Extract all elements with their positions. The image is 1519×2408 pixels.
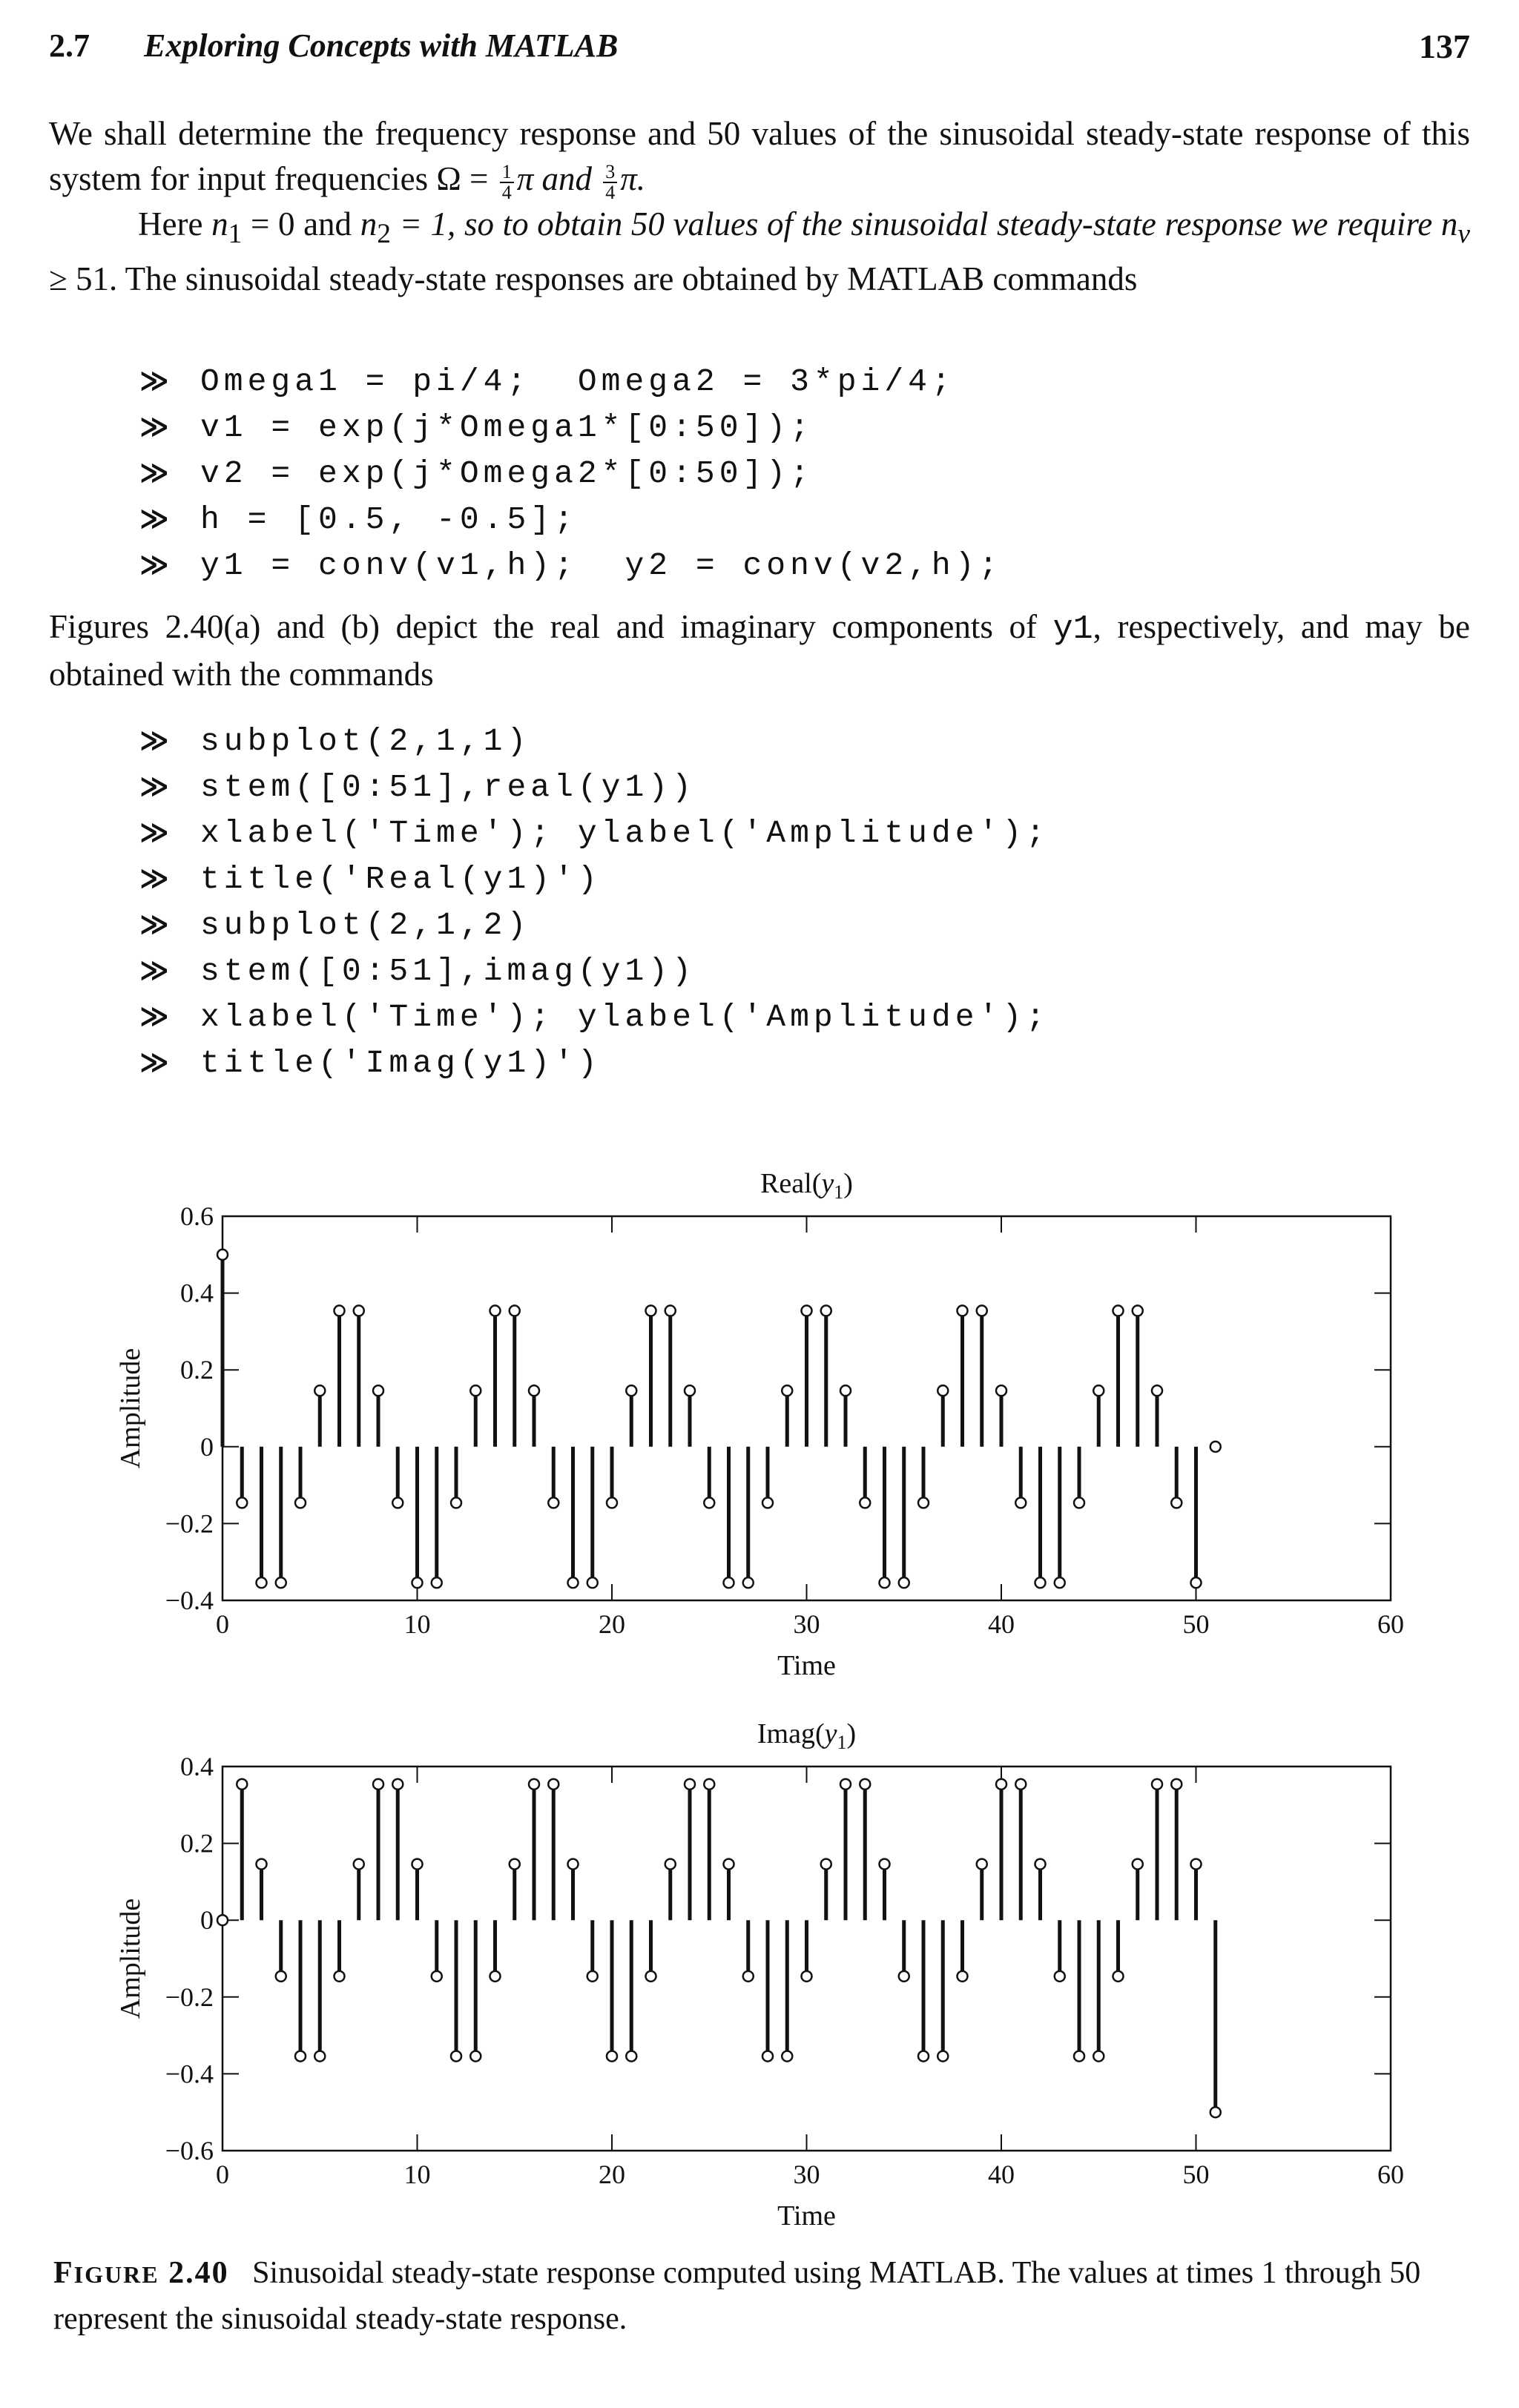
stem-marker bbox=[217, 1915, 228, 1925]
x-tick-label: 40 bbox=[988, 2160, 1015, 2189]
stem-marker bbox=[392, 1497, 403, 1508]
stem-marker bbox=[295, 1497, 306, 1508]
stem-marker bbox=[1113, 1305, 1124, 1316]
stem-marker bbox=[451, 1497, 461, 1508]
stem-marker bbox=[840, 1385, 851, 1396]
y-tick-label: −0.6 bbox=[165, 2136, 214, 2165]
prompt-symbol: ≫ bbox=[139, 364, 169, 397]
stem-marker bbox=[470, 2051, 481, 2062]
stem-marker bbox=[217, 1250, 228, 1260]
code-text: stem([0:51],imag(y1)) bbox=[200, 953, 696, 989]
pi-symbol: π and bbox=[516, 160, 601, 197]
x-tick-label: 30 bbox=[793, 1609, 820, 1639]
stem-marker bbox=[762, 1497, 773, 1508]
x-tick-label: 0 bbox=[216, 2160, 229, 2189]
x-tick-label: 50 bbox=[1182, 1609, 1210, 1639]
x-tick-label: 60 bbox=[1377, 1609, 1404, 1639]
stem-marker bbox=[451, 2051, 461, 2062]
stem-marker bbox=[314, 1385, 325, 1396]
code-text: stem([0:51],real(y1)) bbox=[200, 769, 696, 805]
stem-marker bbox=[373, 1385, 383, 1396]
math-var: n bbox=[1440, 205, 1458, 243]
stem-marker bbox=[704, 1497, 714, 1508]
stem-marker bbox=[1035, 1577, 1046, 1588]
stem-marker bbox=[1171, 1779, 1182, 1789]
figure-caption bbox=[53, 2251, 1463, 2341]
x-tick-label: 0 bbox=[216, 1609, 229, 1639]
x-axis-label: Time bbox=[777, 2200, 836, 2231]
stem-marker bbox=[665, 1859, 676, 1870]
stem-marker bbox=[1074, 1497, 1084, 1508]
stem-marker bbox=[1093, 1385, 1104, 1396]
y-tick-label: −0.2 bbox=[165, 1982, 214, 2012]
stem-marker bbox=[587, 1971, 598, 1982]
caption-label-number: 2.40 bbox=[159, 2256, 229, 2290]
y-tick-label: 0.4 bbox=[180, 1752, 214, 1781]
stem-marker bbox=[1113, 1971, 1124, 1982]
code-text: y1 = conv(v1,h); y2 = conv(v2,h); bbox=[200, 547, 1003, 584]
stem-marker bbox=[548, 1779, 558, 1789]
stem-marker bbox=[1210, 2107, 1221, 2117]
stem-marker bbox=[392, 1779, 403, 1789]
stem-marker bbox=[607, 2051, 617, 2062]
stem-marker bbox=[548, 1497, 558, 1508]
stem-marker bbox=[432, 1971, 442, 1982]
text-run: , respectively, and may be obtained with the commands bbox=[49, 608, 1470, 693]
stem-marker bbox=[1152, 1779, 1162, 1789]
code-text: h = [0.5, -0.5]; bbox=[200, 501, 578, 538]
code-text: title('Real(y1)') bbox=[200, 861, 602, 897]
stem-marker bbox=[802, 1305, 812, 1316]
stem-marker bbox=[1133, 1859, 1143, 1870]
stem-marker bbox=[1191, 1859, 1202, 1870]
text-run: = 1, so to obtain 50 values of the sinusoidal steady-state response we require bbox=[390, 205, 1441, 243]
stem-marker bbox=[276, 1971, 286, 1982]
stem-marker bbox=[510, 1305, 520, 1316]
stem-marker bbox=[587, 1577, 598, 1588]
subscript: 2 bbox=[377, 219, 391, 249]
stem-marker bbox=[958, 1971, 968, 1982]
x-tick-label: 30 bbox=[793, 2160, 820, 2189]
stem-marker bbox=[880, 1859, 890, 1870]
stem-marker bbox=[432, 1577, 442, 1588]
stem-marker bbox=[977, 1305, 987, 1316]
stem-marker bbox=[237, 1497, 247, 1508]
code-text: xlabel('Time'); ylabel('Amplitude'); bbox=[200, 999, 1050, 1035]
fraction-numerator: 3 bbox=[603, 162, 617, 183]
stem-marker bbox=[335, 1971, 345, 1982]
stem-marker bbox=[646, 1305, 656, 1316]
stem-marker bbox=[373, 1779, 383, 1789]
y-tick-label: 0.2 bbox=[180, 1828, 214, 1858]
stem-marker bbox=[1191, 1577, 1202, 1588]
x-tick-label: 20 bbox=[599, 1609, 625, 1639]
inline-code: y1 bbox=[1052, 610, 1093, 648]
chart-title: $Real(y_1)$ bbox=[760, 1168, 853, 1203]
stem-marker bbox=[860, 1779, 870, 1789]
prompt-symbol: ≫ bbox=[139, 410, 169, 443]
stem-marker bbox=[1055, 1971, 1065, 1982]
fraction-numerator: 1 bbox=[500, 162, 514, 183]
stem-marker bbox=[490, 1971, 501, 1982]
prompt-symbol: ≫ bbox=[139, 770, 169, 802]
stem-marker bbox=[821, 1305, 831, 1316]
stem-marker bbox=[1210, 1442, 1221, 1452]
prompt-symbol: ≫ bbox=[139, 456, 169, 489]
prompt-symbol: ≫ bbox=[139, 724, 169, 756]
stem-marker bbox=[860, 1497, 870, 1508]
code-text: title('Imag(y1)') bbox=[200, 1045, 602, 1081]
pi-symbol: π. bbox=[620, 160, 646, 197]
x-tick-label: 60 bbox=[1377, 2160, 1404, 2189]
stem-marker bbox=[626, 2051, 636, 2062]
stem-marker bbox=[996, 1385, 1006, 1396]
y-tick-label: 0 bbox=[200, 1905, 214, 1936]
stem-marker bbox=[938, 1385, 948, 1396]
y-tick-label: −0.4 bbox=[165, 2059, 214, 2089]
stem-marker bbox=[295, 2051, 306, 2062]
stem-marker bbox=[607, 1497, 617, 1508]
stem-marker bbox=[724, 1577, 734, 1588]
prompt-symbol: ≫ bbox=[139, 954, 169, 986]
prompt-symbol: ≫ bbox=[139, 1000, 169, 1032]
stem-marker bbox=[704, 1779, 714, 1789]
stem-marker bbox=[412, 1859, 423, 1870]
stem-marker bbox=[354, 1859, 364, 1870]
code-text: subplot(2,1,1) bbox=[200, 723, 531, 759]
paragraph-1-text: We shall determine the frequency response and 50 values of the sinusoidal steady-state response of this system for input frequencies Ω = bbox=[49, 115, 1470, 197]
y-tick-label: 0.2 bbox=[180, 1355, 214, 1385]
stem-marker bbox=[782, 2051, 792, 2062]
stem-marker bbox=[880, 1577, 890, 1588]
stem-marker bbox=[354, 1305, 364, 1316]
stem-marker bbox=[1035, 1859, 1046, 1870]
stem-marker bbox=[899, 1577, 909, 1588]
stem-marker bbox=[1015, 1497, 1026, 1508]
stem-marker bbox=[821, 1859, 831, 1870]
prompt-symbol: ≫ bbox=[139, 816, 169, 848]
code-text: v1 = exp(j*Omega1*[0:50]); bbox=[200, 409, 814, 446]
stem-marker bbox=[743, 1971, 754, 1982]
code-text: subplot(2,1,2) bbox=[200, 907, 531, 943]
stem-marker bbox=[412, 1577, 423, 1588]
x-tick-label: 20 bbox=[599, 2160, 625, 2189]
stem-marker bbox=[665, 1305, 676, 1316]
stem-marker bbox=[782, 1385, 792, 1396]
stem-marker bbox=[899, 1971, 909, 1982]
page-number: 137 bbox=[1419, 27, 1470, 65]
stem-marker bbox=[510, 1859, 520, 1870]
stem-marker bbox=[237, 1779, 247, 1789]
stem-marker bbox=[470, 1385, 481, 1396]
y-tick-label: −0.4 bbox=[165, 1586, 214, 1615]
x-tick-label: 10 bbox=[403, 2160, 431, 2189]
y-tick-label: −0.2 bbox=[165, 1508, 214, 1539]
x-axis-label: Time bbox=[777, 1650, 836, 1681]
stem-marker bbox=[840, 1779, 851, 1789]
stem-marker bbox=[335, 1305, 345, 1316]
chart-title: $Imag(y_1)$ bbox=[757, 1718, 857, 1753]
y-axis-label: Amplitude bbox=[115, 1348, 146, 1469]
stem-marker bbox=[1074, 2051, 1084, 2062]
y-axis-label: Amplitude bbox=[115, 1898, 146, 2019]
prompt-symbol: ≫ bbox=[139, 908, 169, 940]
stem-marker bbox=[762, 2051, 773, 2062]
stem-marker bbox=[1015, 1779, 1026, 1789]
stem-marker bbox=[1055, 1577, 1065, 1588]
code-text: Omega1 = pi/4; Omega2 = 3*pi/4; bbox=[200, 363, 955, 400]
prompt-symbol: ≫ bbox=[139, 502, 169, 535]
stem-marker bbox=[646, 1971, 656, 1982]
stem-marker bbox=[314, 2051, 325, 2062]
stem-marker bbox=[529, 1779, 539, 1789]
stem-marker bbox=[685, 1385, 695, 1396]
stem-marker bbox=[1152, 1385, 1162, 1396]
stem-marker bbox=[958, 1305, 968, 1316]
x-tick-label: 10 bbox=[403, 1609, 431, 1639]
stem-marker bbox=[938, 2051, 948, 2062]
stem-marker bbox=[257, 1859, 267, 1870]
stem-marker bbox=[490, 1305, 501, 1316]
stem-marker bbox=[568, 1859, 579, 1870]
code-text: v2 = exp(j*Omega2*[0:50]); bbox=[200, 455, 814, 492]
math-var: n bbox=[211, 205, 228, 243]
code-text: xlabel('Time'); ylabel('Amplitude'); bbox=[200, 815, 1050, 851]
section-title: Exploring Concepts with MATLAB bbox=[144, 27, 619, 64]
text-run: = 0 and bbox=[242, 205, 360, 243]
prompt-symbol: ≫ bbox=[139, 1046, 169, 1078]
subscript: v bbox=[1457, 219, 1470, 249]
y-tick-label: 0 bbox=[200, 1431, 214, 1462]
fraction-denominator: 4 bbox=[501, 181, 512, 203]
prompt-symbol: ≫ bbox=[139, 862, 169, 894]
y-tick-label: 0.4 bbox=[180, 1278, 214, 1308]
stem-marker bbox=[802, 1971, 812, 1982]
caption-label-smallcaps: IGURE bbox=[73, 2261, 159, 2288]
stem-marker bbox=[918, 1497, 929, 1508]
x-tick-label: 40 bbox=[988, 1609, 1015, 1639]
stem-marker bbox=[626, 1385, 636, 1396]
caption-text: Sinusoidal steady-state response computed using MATLAB. The values at times 1 through 50 represent the sinusoidal steady-state response. bbox=[53, 2256, 1421, 2336]
x-tick-label: 50 bbox=[1182, 2160, 1210, 2189]
section-number: 2.7 bbox=[49, 27, 90, 64]
stem-marker bbox=[568, 1577, 579, 1588]
stem-marker bbox=[996, 1779, 1006, 1789]
stem-marker bbox=[1093, 2051, 1104, 2062]
text-run: Figures 2.40(a) and (b) depict the real and imaginary components of bbox=[49, 608, 1053, 645]
stem-marker bbox=[918, 2051, 929, 2062]
stem-marker bbox=[685, 1779, 695, 1789]
text-run: ≥ 51. The sinusoidal steady-state responses are obtained by MATLAB commands bbox=[49, 260, 1138, 297]
stem-marker bbox=[529, 1385, 539, 1396]
subscript: 1 bbox=[228, 219, 243, 249]
stem-marker bbox=[257, 1577, 267, 1588]
text-run: Here bbox=[138, 205, 212, 243]
stem-marker bbox=[977, 1859, 987, 1870]
math-var: n bbox=[360, 205, 378, 243]
stem-marker bbox=[1133, 1305, 1143, 1316]
fraction-denominator: 4 bbox=[605, 181, 616, 203]
caption-label-initial: F bbox=[53, 2256, 74, 2290]
stem-marker bbox=[743, 1577, 754, 1588]
caption-label bbox=[53, 2256, 229, 2290]
prompt-symbol: ≫ bbox=[139, 548, 169, 581]
stem-marker bbox=[1171, 1497, 1182, 1508]
y-tick-label: 0.6 bbox=[180, 1201, 214, 1231]
stem-marker bbox=[724, 1859, 734, 1870]
stem-marker bbox=[276, 1577, 286, 1588]
